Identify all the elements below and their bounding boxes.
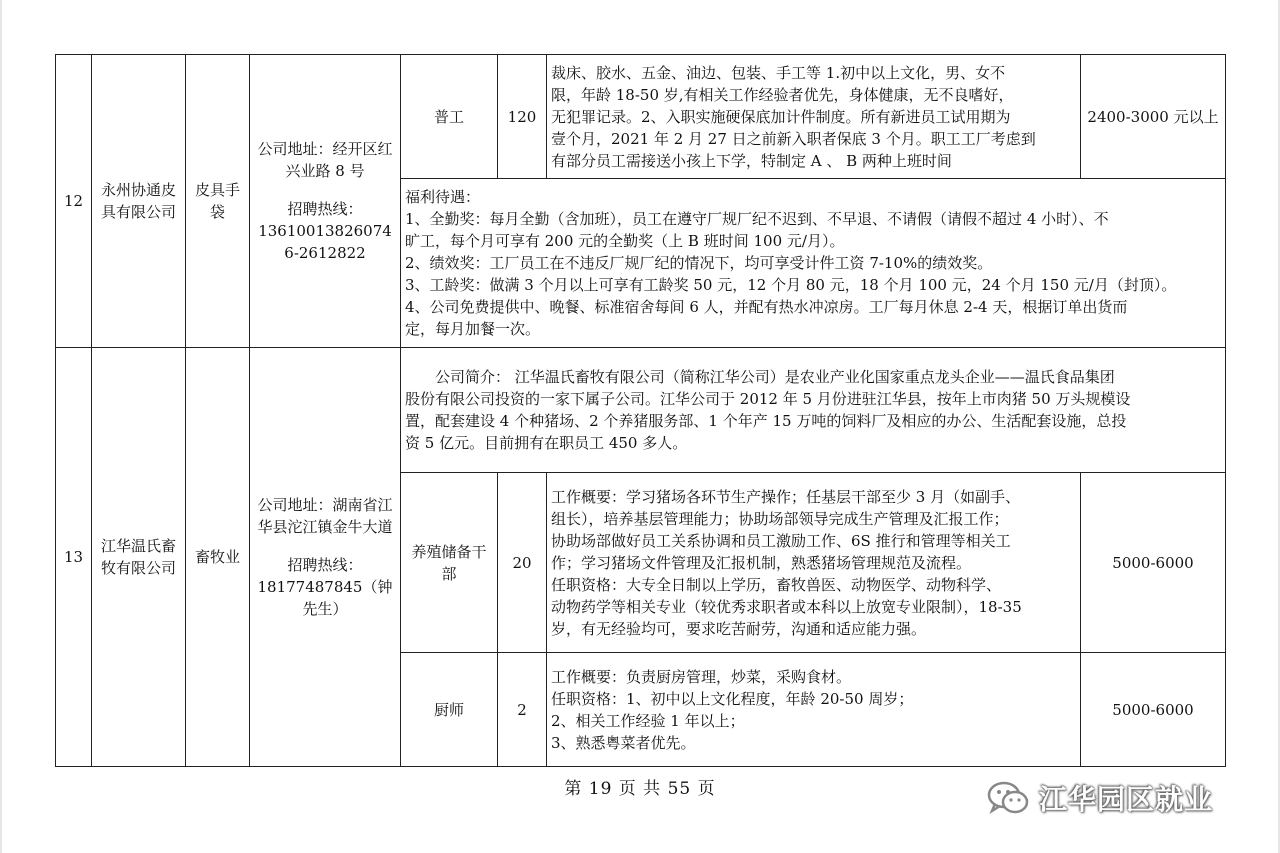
row-number: 12 (56, 55, 92, 348)
table-row (56, 348, 1226, 473)
job-title: 厨师 (401, 653, 498, 767)
job-salary: 5000-6000 (1081, 653, 1226, 767)
hotline-label: 招聘热线： (287, 556, 363, 574)
job-description-line: 无犯罪记录。2、入职实施硬保底加计件制度。所有新进员工试用期为 (551, 107, 1011, 126)
industry-text: 皮具手袋 (194, 181, 240, 221)
intro-line: 资 5 亿元。目前拥有在职员工 450 多人。 (405, 434, 688, 452)
job-description-line: 3、熟悉粤菜者优先。 (551, 733, 696, 752)
company-contact (250, 55, 401, 348)
job-description-line: 壹个月，2021 年 2 月 27 日之前新入职者保底 3 个月。职工工厂考虑到 (551, 129, 1036, 148)
job-title-text: 养殖储备干部 (411, 542, 487, 583)
company-address: 公司地址：经开区红兴业路 8 号 (257, 140, 393, 180)
page-edge-left (0, 0, 2, 853)
row-number: 13 (56, 348, 92, 767)
welfare-line: 定，每月加餐一次。 (405, 320, 541, 338)
job-description-line: 任职资格：大专全日制以上学历，畜牧兽医、动物医学、动物科学、 (551, 575, 1002, 594)
welfare-line: 福利待遇： (405, 188, 481, 206)
company-contact (250, 348, 401, 767)
job-description-line: 协助场部做好员工关系协调和员工激励工作、6S 推行和管理等相关工 (551, 531, 1011, 550)
job-description-line: 岁，有无经验均可，要求吃苦耐劳，沟通和适应能力强。 (551, 619, 927, 638)
job-description-line: 工作概要：负责厨房管理，炒菜，采购食材。 (551, 667, 852, 686)
intro-line: 股份有限公司投资的一家下属子公司。江华公司于 2012 年 5 月份进驻江华县，按年上市肉猪 50 万头规模设 (405, 390, 1131, 408)
page-number: 第 19 页 共 55 页 (564, 779, 716, 799)
intro-line: 公司简介： 江华温氏畜牧有限公司（简称江华公司）是农业产业化国家重点龙头企业——温氏食品集团 (435, 368, 1115, 386)
welfare-line: 旷工，每个月可享有 200 元的全勤奖（上 B 班时间 100 元/月）。 (405, 232, 845, 250)
job-description-line: 任职资格：1、初中以上文化程度，年龄 20-50 周岁； (551, 689, 914, 708)
job-description (547, 55, 1081, 179)
job-description (547, 473, 1081, 653)
watermark (985, 776, 1255, 820)
table-row (56, 55, 1226, 179)
welfare-line: 3、工龄奖：做满 3 个月以上可享有工龄奖 50 元，12 个月 80 元，18 个月 100 元，24 个月 150 元/月（封顶）。 (405, 276, 1177, 294)
job-description-line: 工作概要：学习猪场各环节生产操作；任基层干部至少 3 月（如副手、 (551, 487, 1021, 506)
recruitment-table (55, 54, 1226, 767)
watermark-text: 江华园区就业 (1039, 783, 1214, 816)
job-description-line: 裁床、胶水、五金、油边、包装、手工等 1.初中以上文化，男、女不 (551, 63, 1006, 82)
hotline-number: 18177487845（钟先生） (257, 578, 393, 618)
welfare-line: 1、全勤奖：每月全勤（含加班），员工在遵守厂规厂纪不迟到、不早退、不请假（请假不超过 4 小时）、不 (405, 210, 1109, 228)
company-name-text: 江华温氏畜牧有限公司 (100, 537, 176, 577)
intro-line: 置，配套建设 4 个种猪场、2 个养猪服务部、1 个年产 15 万吨的饲料厂及相应的办公、生活配套设施，总投 (405, 412, 1127, 430)
industry: 畜牧业 (186, 348, 250, 767)
job-description-line: 动物药学等相关专业（较优秀求职者或本科以上放宽专业限制），18-35 (551, 597, 1022, 616)
company-intro (401, 348, 1226, 473)
welfare-block (401, 179, 1226, 348)
wechat-icon (985, 778, 1031, 818)
hotline-label: 招聘热线： (287, 200, 363, 218)
hotline-number: 13610013826074​6-2612822 (258, 222, 392, 262)
job-title: 普工 (401, 55, 498, 179)
job-description (547, 653, 1081, 767)
job-count: 2 (498, 653, 547, 767)
industry (186, 55, 250, 348)
job-description-line: 限，年龄 18-50 岁,有相关工作经验者优先，身体健康，无不良嗜好， (551, 85, 1014, 104)
company-name (92, 348, 186, 767)
job-count: 20 (498, 473, 547, 653)
job-description-line: 有部分员工需接送小孩上下学，特制定 A 、 B 两种上班时间 (551, 151, 952, 170)
welfare-line: 2、绩效奖：工厂员工在不违反厂规厂纪的情况下，均可享受计件工资 7-10%的绩效奖。 (405, 254, 993, 272)
job-title (401, 473, 498, 653)
company-address: 公司地址：湖南省江华县沱江镇金牛大道 (257, 496, 393, 536)
job-description-line: 组长），培养基层管理能力；协助场部领导完成生产管理及汇报工作； (551, 509, 1009, 528)
job-description-line: 2、相关工作经验 1 年以上； (551, 711, 745, 730)
welfare-line: 4、公司免费提供中、晚餐、标准宿舍每间 6 人，并配有热水冲凉房。工厂每月休息 2-4 天，根据订单出货而 (405, 298, 1128, 316)
job-description-line: 作；学习猪场文件管理及汇报机制，熟悉猪场管理规范及流程。 (551, 553, 972, 572)
job-salary: 5000-6000 (1081, 473, 1226, 653)
company-name-text: 永州协通皮具有限公司 (100, 181, 176, 221)
job-salary: 2400-3000 元以上 (1081, 55, 1226, 179)
job-count: 120 (498, 55, 547, 179)
company-name (92, 55, 186, 348)
